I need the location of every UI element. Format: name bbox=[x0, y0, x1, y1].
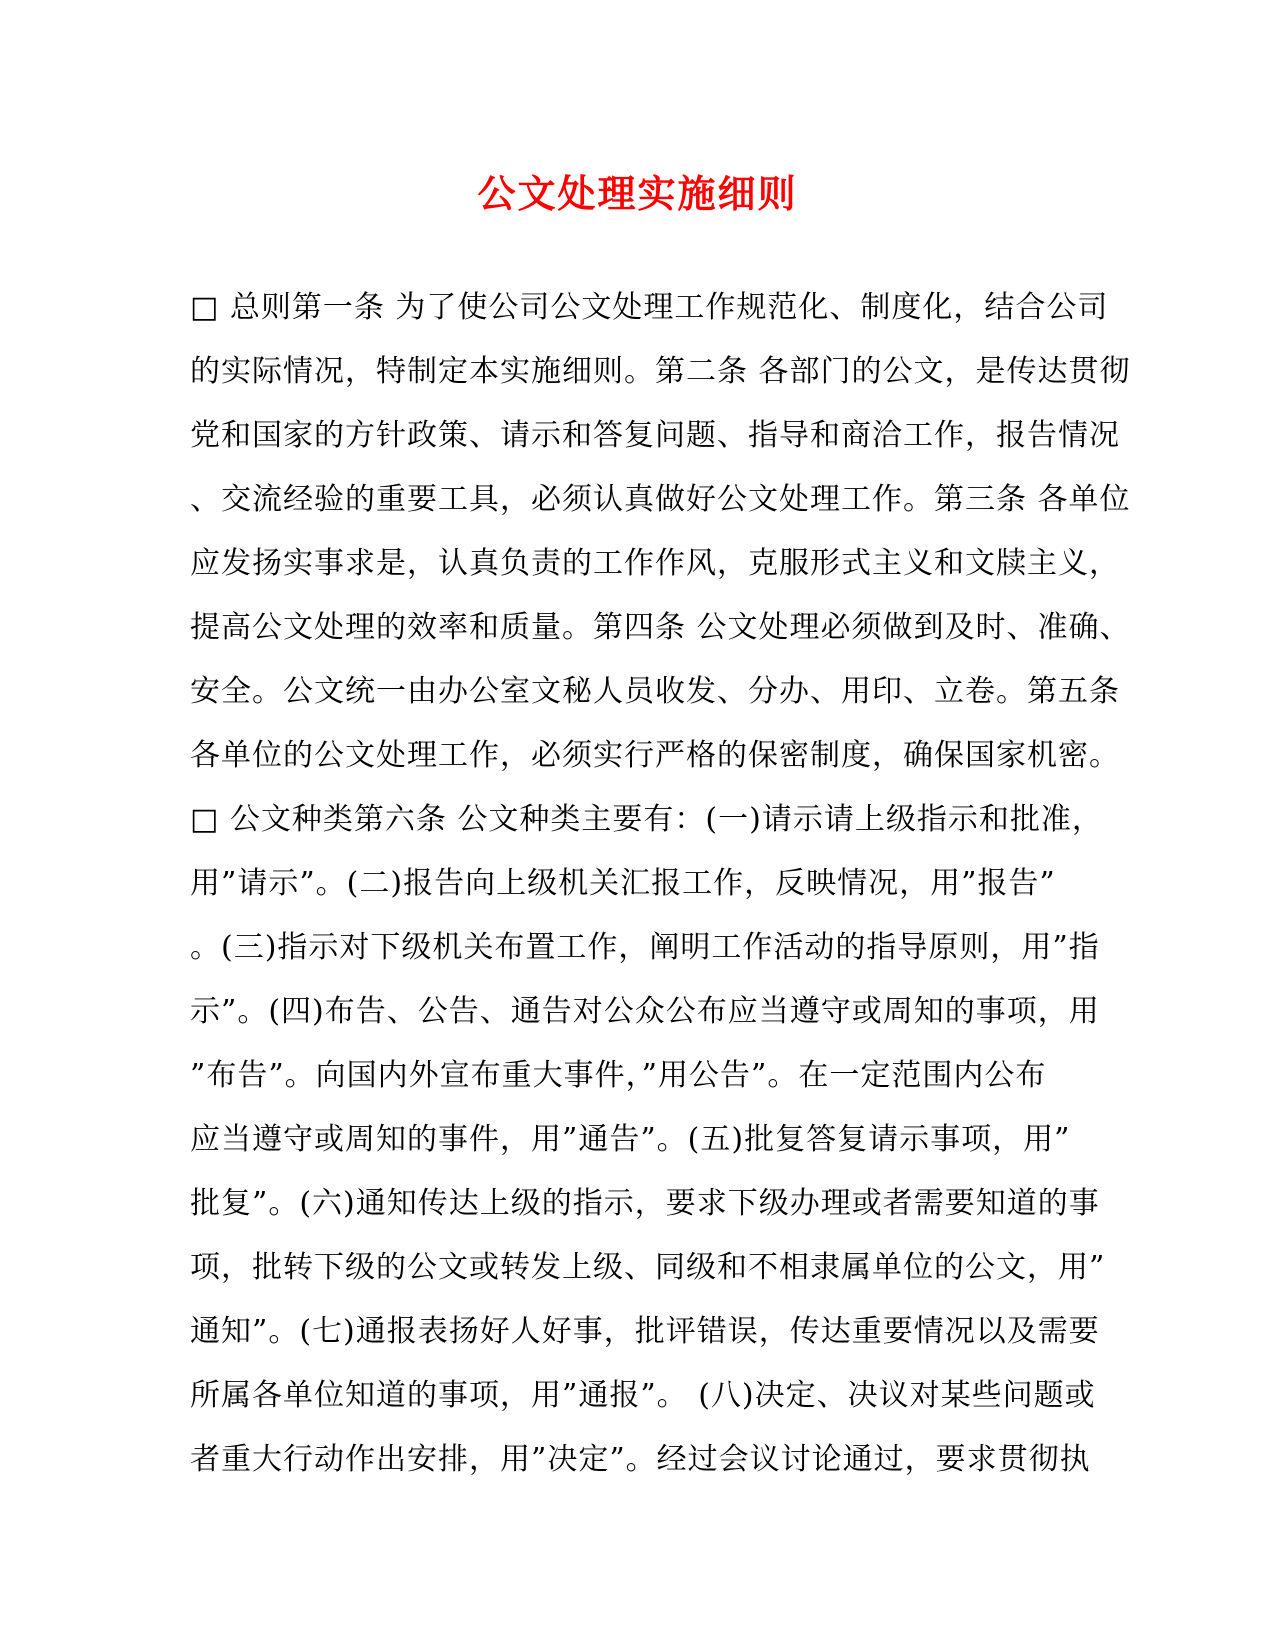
body-line: 用”请示”。(二)报告向上级机关汇报工作，反映情况，用”报告” bbox=[190, 866, 1056, 901]
body-line: □ 总则第一条 为了使公司公文处理工作规范化、制度化，结合公司 bbox=[190, 290, 1109, 325]
body-line: 应当遵守或周知的事件，用”通告”。(五)批复答复请示事项，用” bbox=[190, 1122, 1071, 1157]
document-body bbox=[190, 276, 1131, 1492]
body-line: 所属各单位知道的事项，用”通报”。 (八)决定、决议对某些问题或 bbox=[190, 1378, 1096, 1413]
body-line: 党和国家的方针政策、请示和答复问题、指导和商洽工作，报告情况 bbox=[190, 418, 1120, 453]
body-line: 安全。公文统一由办公室文秘人员收发、分办、用印、立卷。第五条 bbox=[190, 674, 1120, 709]
body-line: 提高公文处理的效率和质量。第四条 公文处理必须做到及时、准确、 bbox=[190, 610, 1131, 645]
body-line: 项，批转下级的公文或转发上级、同级和不相隶属单位的公文，用” bbox=[190, 1250, 1106, 1285]
body-line: □ 公文种类第六条 公文种类主要有：(一)请示请上级指示和批准， bbox=[190, 802, 1103, 837]
body-line: ”布告”。向国内外宣布重大事件，”用公告”。在一定范围内公布 bbox=[190, 1058, 1047, 1093]
body-line: 通知”。(七)通报表扬好人好事，批评错误，传达重要情况以及需要 bbox=[190, 1314, 1100, 1349]
body-line: 各单位的公文处理工作，必须实行严格的保密制度，确保国家机密。 bbox=[190, 738, 1120, 773]
body-line: 的实际情况，特制定本实施细则。第二条 各部门的公文，是传达贯彻 bbox=[190, 354, 1131, 389]
body-line: 、交流经验的重要工具，必须认真做好公文处理工作。第三条 各单位 bbox=[190, 482, 1131, 517]
document-title: 公文处理实施细则 bbox=[477, 171, 798, 216]
body-line: 批复”。(六)通知传达上级的指示，要求下级办理或者需要知道的事 bbox=[190, 1186, 1100, 1221]
body-line: 者重大行动作出安排，用”决定”。经过会议讨论通过，要求贯彻执 bbox=[190, 1442, 1091, 1477]
body-line: 示”。(四)布告、公告、通告对公众公布应当遵守或周知的事项，用 bbox=[190, 994, 1100, 1029]
body-line: 。(三)指示对下级机关布置工作，阐明工作活动的指导原则，用”指 bbox=[190, 930, 1100, 965]
body-line: 应发扬实事求是，认真负责的工作作风，克服形式主义和文牍主义， bbox=[190, 546, 1120, 581]
